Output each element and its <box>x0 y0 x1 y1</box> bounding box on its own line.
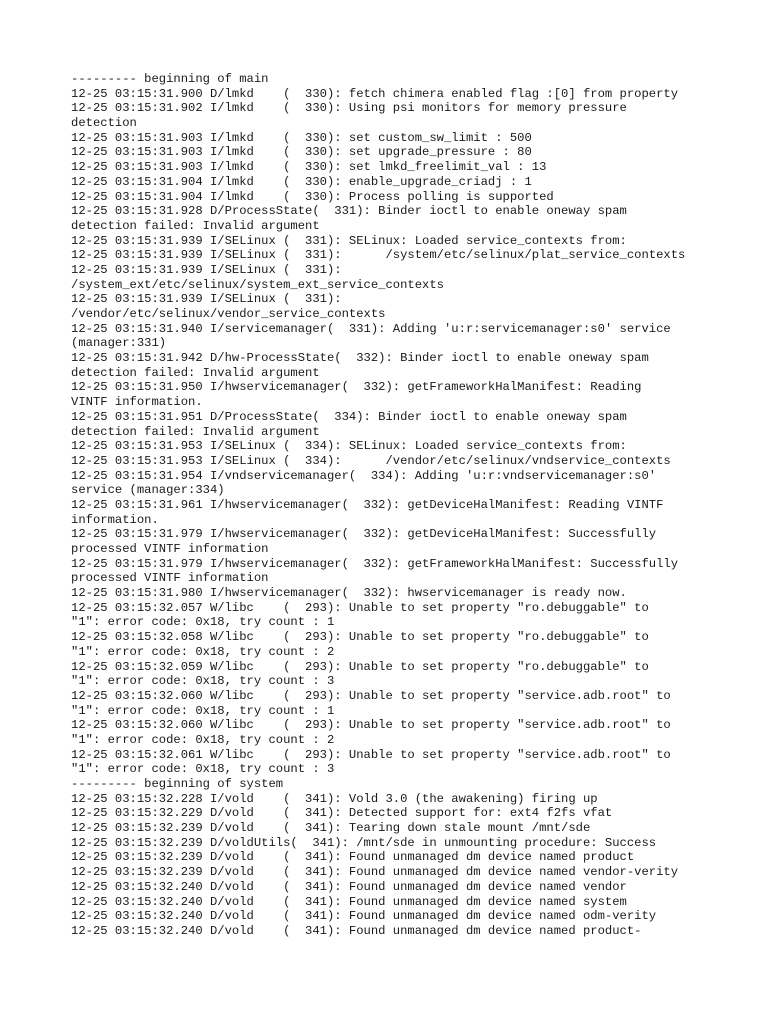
log-line: 12-25 03:15:31.900 D/lmkd ( 330): fetch chimera enabled flag :[0] from property <box>71 86 679 101</box>
log-line: information. <box>71 512 159 527</box>
log-line: 12-25 03:15:32.228 I/vold ( 341): Vold 3.0 (the awakening) firing up <box>71 791 598 806</box>
log-line: 12-25 03:15:31.954 I/vndservicemanager( 334): Adding 'u:r:vndservicemanager:s0' <box>71 468 657 483</box>
log-line: 12-25 03:15:31.939 I/SELinux ( 331): /system/etc/selinux/plat_service_contexts <box>71 248 686 263</box>
log-line: 12-25 03:15:32.239 D/vold ( 341): Tearing down stale mount /mnt/sde <box>71 821 591 836</box>
log-line: "1": error code: 0x18, try count : 3 <box>71 674 335 689</box>
log-line: 12-25 03:15:31.942 D/hw-ProcessState( 332): Binder ioctl to enable oneway spam <box>71 351 649 366</box>
log-line: service (manager:334) <box>71 483 225 498</box>
log-line: /vendor/etc/selinux/vendor_service_contexts <box>71 307 386 321</box>
log-line: "1": error code: 0x18, try count : 3 <box>71 762 335 777</box>
log-line: 12-25 03:15:31.903 I/lmkd ( 330): set lmkd_freelimit_val : 13 <box>71 160 547 175</box>
log-line: detection failed: Invalid argument <box>71 218 320 233</box>
log-line: /system_ext/etc/selinux/system_ext_service_contexts <box>71 277 444 292</box>
log-line: 12-25 03:15:32.229 D/vold ( 341): Detected support for: ext4 f2fs vfat <box>71 806 613 821</box>
log-line: 12-25 03:15:31.903 I/lmkd ( 330): set custom_sw_limit : 500 <box>71 130 532 145</box>
log-line: 12-25 03:15:32.240 D/vold ( 341): Found unmanaged dm device named odm-verity <box>71 909 657 924</box>
log-line: 12-25 03:15:31.902 I/lmkd ( 330): Using psi monitors for memory pressure <box>71 101 627 116</box>
log-line: 12-25 03:15:32.059 W/libc ( 293): Unable to set property "ro.debuggable" to <box>71 659 649 674</box>
log-line: --------- beginning of system <box>71 777 284 791</box>
log-line: "1": error code: 0x18, try count : 1 <box>71 703 335 718</box>
log-line: detection failed: Invalid argument <box>71 424 320 439</box>
log-line: 12-25 03:15:31.904 I/lmkd ( 330): enable_upgrade_criadj : 1 <box>71 174 532 189</box>
log-line: 12-25 03:15:32.060 W/libc ( 293): Unable to set property "service.adb.root" to <box>71 688 671 703</box>
log-line: 12-25 03:15:31.953 I/SELinux ( 334): /vendor/etc/selinux/vndservice_contexts <box>71 453 671 468</box>
log-line: VINTF information. <box>71 395 203 410</box>
log-line: 12-25 03:15:32.239 D/voldUtils( 341): /mnt/sde in unmounting procedure: Success <box>71 835 657 850</box>
log-document <box>71 72 711 953</box>
log-line: 12-25 03:15:32.240 D/vold ( 341): Found unmanaged dm device named product- <box>71 923 642 938</box>
log-line: 12-25 03:15:31.961 I/hwservicemanager( 332): getDeviceHalManifest: Reading VINTF <box>71 497 664 512</box>
log-line: 12-25 03:15:31.950 I/hwservicemanager( 332): getFrameworkHalManifest: Reading <box>71 380 642 395</box>
log-line: 12-25 03:15:32.240 D/vold ( 341): Found unmanaged dm device named system <box>71 894 627 909</box>
log-line: "1": error code: 0x18, try count : 2 <box>71 644 335 659</box>
log-line: 12-25 03:15:31.939 I/SELinux ( 331): <box>71 292 342 307</box>
log-line: --------- beginning of main <box>71 72 269 86</box>
log-line: 12-25 03:15:32.058 W/libc ( 293): Unable to set property "ro.debuggable" to <box>71 630 649 645</box>
log-line: 12-25 03:15:31.904 I/lmkd ( 330): Process polling is supported <box>71 189 554 204</box>
log-line: detection failed: Invalid argument <box>71 365 320 380</box>
log-line <box>71 939 711 954</box>
log-line: 12-25 03:15:31.980 I/hwservicemanager( 332): hwservicemanager is ready now. <box>71 586 627 601</box>
log-line: "1": error code: 0x18, try count : 1 <box>71 615 335 630</box>
log-line: 12-25 03:15:31.979 I/hwservicemanager( 332): getDeviceHalManifest: Successfully <box>71 527 657 542</box>
log-line: 12-25 03:15:32.240 D/vold ( 341): Found unmanaged dm device named vendor <box>71 879 627 894</box>
log-line: 12-25 03:15:31.939 I/SELinux ( 331): <box>71 262 342 277</box>
log-line: 12-25 03:15:31.979 I/hwservicemanager( 332): getFrameworkHalManifest: Successfully <box>71 556 679 571</box>
log-line: 12-25 03:15:32.239 D/vold ( 341): Found unmanaged dm device named vendor-verity <box>71 865 679 880</box>
log-line: processed VINTF information <box>71 571 269 586</box>
log-line: 12-25 03:15:31.939 I/SELinux ( 331): SELinux: Loaded service_contexts from: <box>71 233 627 248</box>
log-line: 12-25 03:15:31.903 I/lmkd ( 330): set upgrade_pressure : 80 <box>71 145 532 160</box>
log-line: 12-25 03:15:31.940 I/servicemanager( 331): Adding 'u:r:servicemanager:s0' service <box>71 321 671 336</box>
log-line: 12-25 03:15:32.057 W/libc ( 293): Unable to set property "ro.debuggable" to <box>71 600 649 615</box>
log-line: 12-25 03:15:32.061 W/libc ( 293): Unable to set property "service.adb.root" to <box>71 747 671 762</box>
log-line: 12-25 03:15:31.951 D/ProcessState( 334): Binder ioctl to enable oneway spam <box>71 409 627 424</box>
log-line: (manager:331) <box>71 336 167 351</box>
log-line: 12-25 03:15:32.060 W/libc ( 293): Unable to set property "service.adb.root" to <box>71 718 671 733</box>
log-line: 12-25 03:15:32.239 D/vold ( 341): Found unmanaged dm device named product <box>71 850 635 865</box>
log-line: detection <box>71 116 137 131</box>
log-line: 12-25 03:15:31.928 D/ProcessState( 331): Binder ioctl to enable oneway spam <box>71 204 627 219</box>
log-line: 12-25 03:15:31.953 I/SELinux ( 334): SELinux: Loaded service_contexts from: <box>71 439 627 454</box>
log-line: processed VINTF information <box>71 542 269 556</box>
log-line: "1": error code: 0x18, try count : 2 <box>71 732 335 747</box>
